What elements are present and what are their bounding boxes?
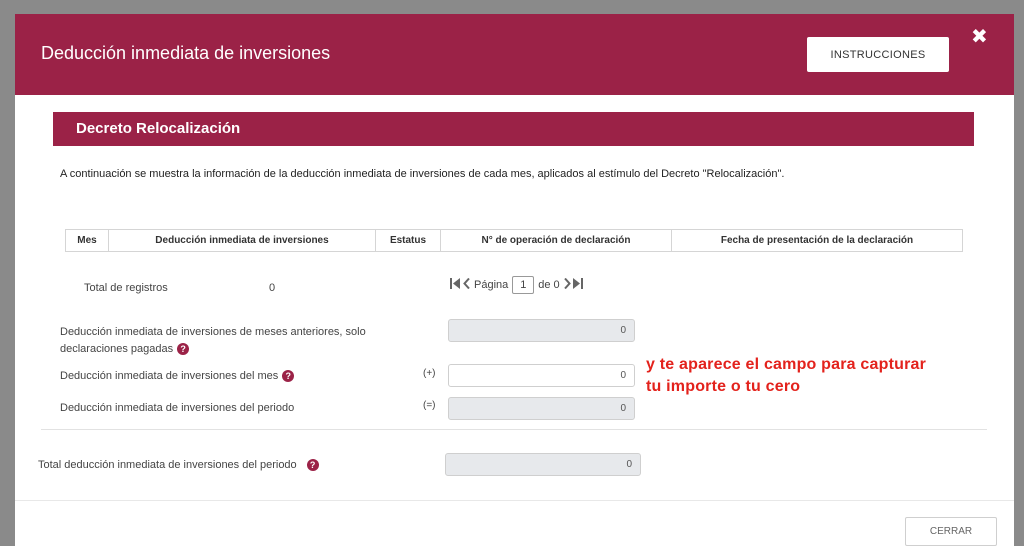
total-records-label: Total de registros (84, 282, 168, 294)
annotation-line-2: tu importe o tu cero (646, 378, 801, 395)
footer-divider (15, 500, 1014, 501)
month-deduction-input[interactable]: 0 (448, 364, 635, 387)
first-page-icon[interactable] (450, 278, 460, 292)
divider (41, 429, 987, 430)
close-icon[interactable]: ✖ (971, 26, 988, 48)
pagination (450, 276, 583, 294)
modal-dialog (15, 14, 1014, 546)
column-header-mes[interactable]: Mes (66, 230, 109, 252)
period-field: 0 (448, 397, 635, 420)
table-header-row (66, 230, 963, 252)
instructions-button[interactable]: INSTRUCCIONES (807, 37, 949, 72)
annotation-line-1: y te aparece el campo para capturar (646, 356, 927, 373)
help-icon[interactable]: ? (282, 370, 294, 382)
annotation-text (646, 354, 926, 398)
next-page-icon[interactable] (564, 278, 571, 292)
column-header-estatus[interactable]: Estatus (376, 230, 441, 252)
last-page-icon[interactable] (573, 278, 583, 292)
help-icon[interactable]: ? (307, 459, 319, 471)
help-icon[interactable]: ? (177, 343, 189, 355)
intro-text: A continuación se muestra la información de la deducción inmediata de inversiones de cada mes, aplicados al estímulo del Decreto "Relocalización". (60, 168, 785, 180)
close-button[interactable]: CERRAR (905, 517, 997, 546)
total-period-field: 0 (445, 453, 641, 476)
prev-months-field: 0 (448, 319, 635, 342)
declarations-table (65, 229, 963, 252)
prev-page-icon[interactable] (463, 278, 470, 292)
prev-months-label (60, 324, 390, 358)
section-title: Decreto Relocalización (76, 120, 241, 137)
total-records-value: 0 (269, 282, 276, 294)
prev-months-label-text: Deducción inmediata de inversiones de meses anteriores, solo declaraciones pagadas (60, 326, 366, 355)
plus-operator: (+) (423, 368, 436, 379)
column-header-fecha[interactable]: Fecha de presentación de la declaración (672, 230, 963, 252)
modal-header (15, 14, 1014, 95)
period-label: Deducción inmediata de inversiones del periodo (60, 402, 295, 414)
page-total-label: de 0 (538, 279, 560, 291)
column-header-deduccion[interactable]: Deducción inmediata de inversiones (109, 230, 376, 252)
page-label: Página (474, 279, 509, 291)
column-header-operacion[interactable]: N° de operación de declaración (441, 230, 672, 252)
total-period-label-text: Total deducción inmediata de inversiones del periodo (38, 459, 297, 471)
month-label (60, 368, 294, 385)
month-label-text: Deducción inmediata de inversiones del mes (60, 370, 279, 382)
equals-operator: (=) (423, 400, 436, 411)
total-period-label (38, 457, 319, 474)
section-header (53, 112, 974, 146)
page-number-input[interactable]: 1 (512, 276, 534, 294)
modal-title: Deducción inmediata de inversiones (41, 43, 331, 63)
